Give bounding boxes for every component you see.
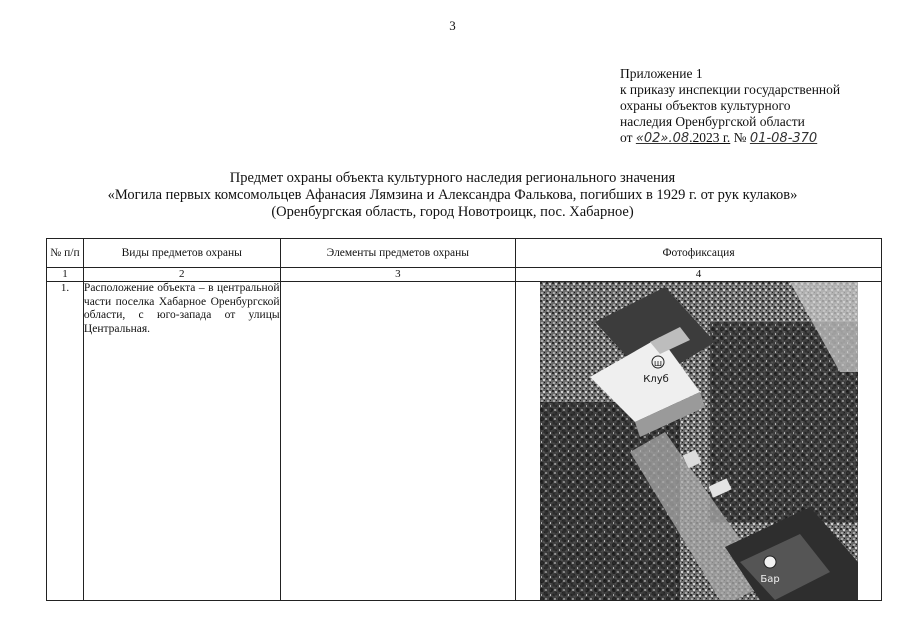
row-protection-elements: [280, 282, 516, 601]
map-label-building: Клуб: [642, 374, 669, 385]
appendix-line-4: наследия Оренбургской области: [620, 114, 805, 129]
column-number: 4: [516, 268, 882, 282]
order-date-number: [620, 130, 890, 147]
header-elements: Элементы предметов охраны: [280, 239, 516, 268]
date-prefix: от: [620, 130, 633, 145]
appendix-line-2: к приказу инспекции государственной: [620, 82, 841, 97]
number-prefix: №: [733, 130, 747, 145]
column-number-row: [47, 268, 882, 282]
page-number: 3: [449, 18, 456, 33]
map-label-bottom: Бар: [759, 574, 780, 585]
column-number: 1: [47, 268, 84, 282]
row-number: 1.: [47, 282, 84, 601]
appendix-line-3: охраны объектов культурного: [620, 98, 791, 113]
table-row: [47, 282, 882, 601]
row-photo-cell: [516, 282, 882, 601]
appendix-title: Приложение 1: [620, 66, 703, 81]
handwritten-day: «02».: [635, 131, 673, 146]
title-line-1: Предмет охраны объекта культурного наследия регионального значения: [229, 170, 676, 186]
header-types: Виды предметов охраны: [83, 239, 280, 268]
row-protection-type: Расположение объекта – в центральной части поселка Хабарное Оренбургской области, с юго-запада от улицы Центральная.: [83, 282, 280, 601]
svg-text:ш: ш: [653, 359, 662, 369]
column-number: 2: [83, 268, 280, 282]
aerial-photo: [540, 282, 858, 600]
table-header-row: [47, 239, 882, 268]
handwritten-month: 08: [672, 131, 690, 146]
appendix-header: [620, 66, 890, 147]
document-title: [0, 170, 905, 221]
protection-subject-table: [46, 238, 882, 601]
title-line-3: (Оренбургская область, город Новотроицк, пос. Хабарное): [271, 204, 634, 220]
header-photo: Фотофиксация: [516, 239, 882, 268]
header-num: № п/п: [47, 239, 84, 268]
title-line-2: «Могила первых комсомольцев Афанасия Лямзина и Александра Фалькова, погибших в 1929 г. от рук кулаков»: [107, 187, 798, 203]
handwritten-order-number: 01-08-370: [749, 131, 818, 146]
date-year: .2023 г.: [689, 130, 731, 145]
column-number: 3: [280, 268, 516, 282]
